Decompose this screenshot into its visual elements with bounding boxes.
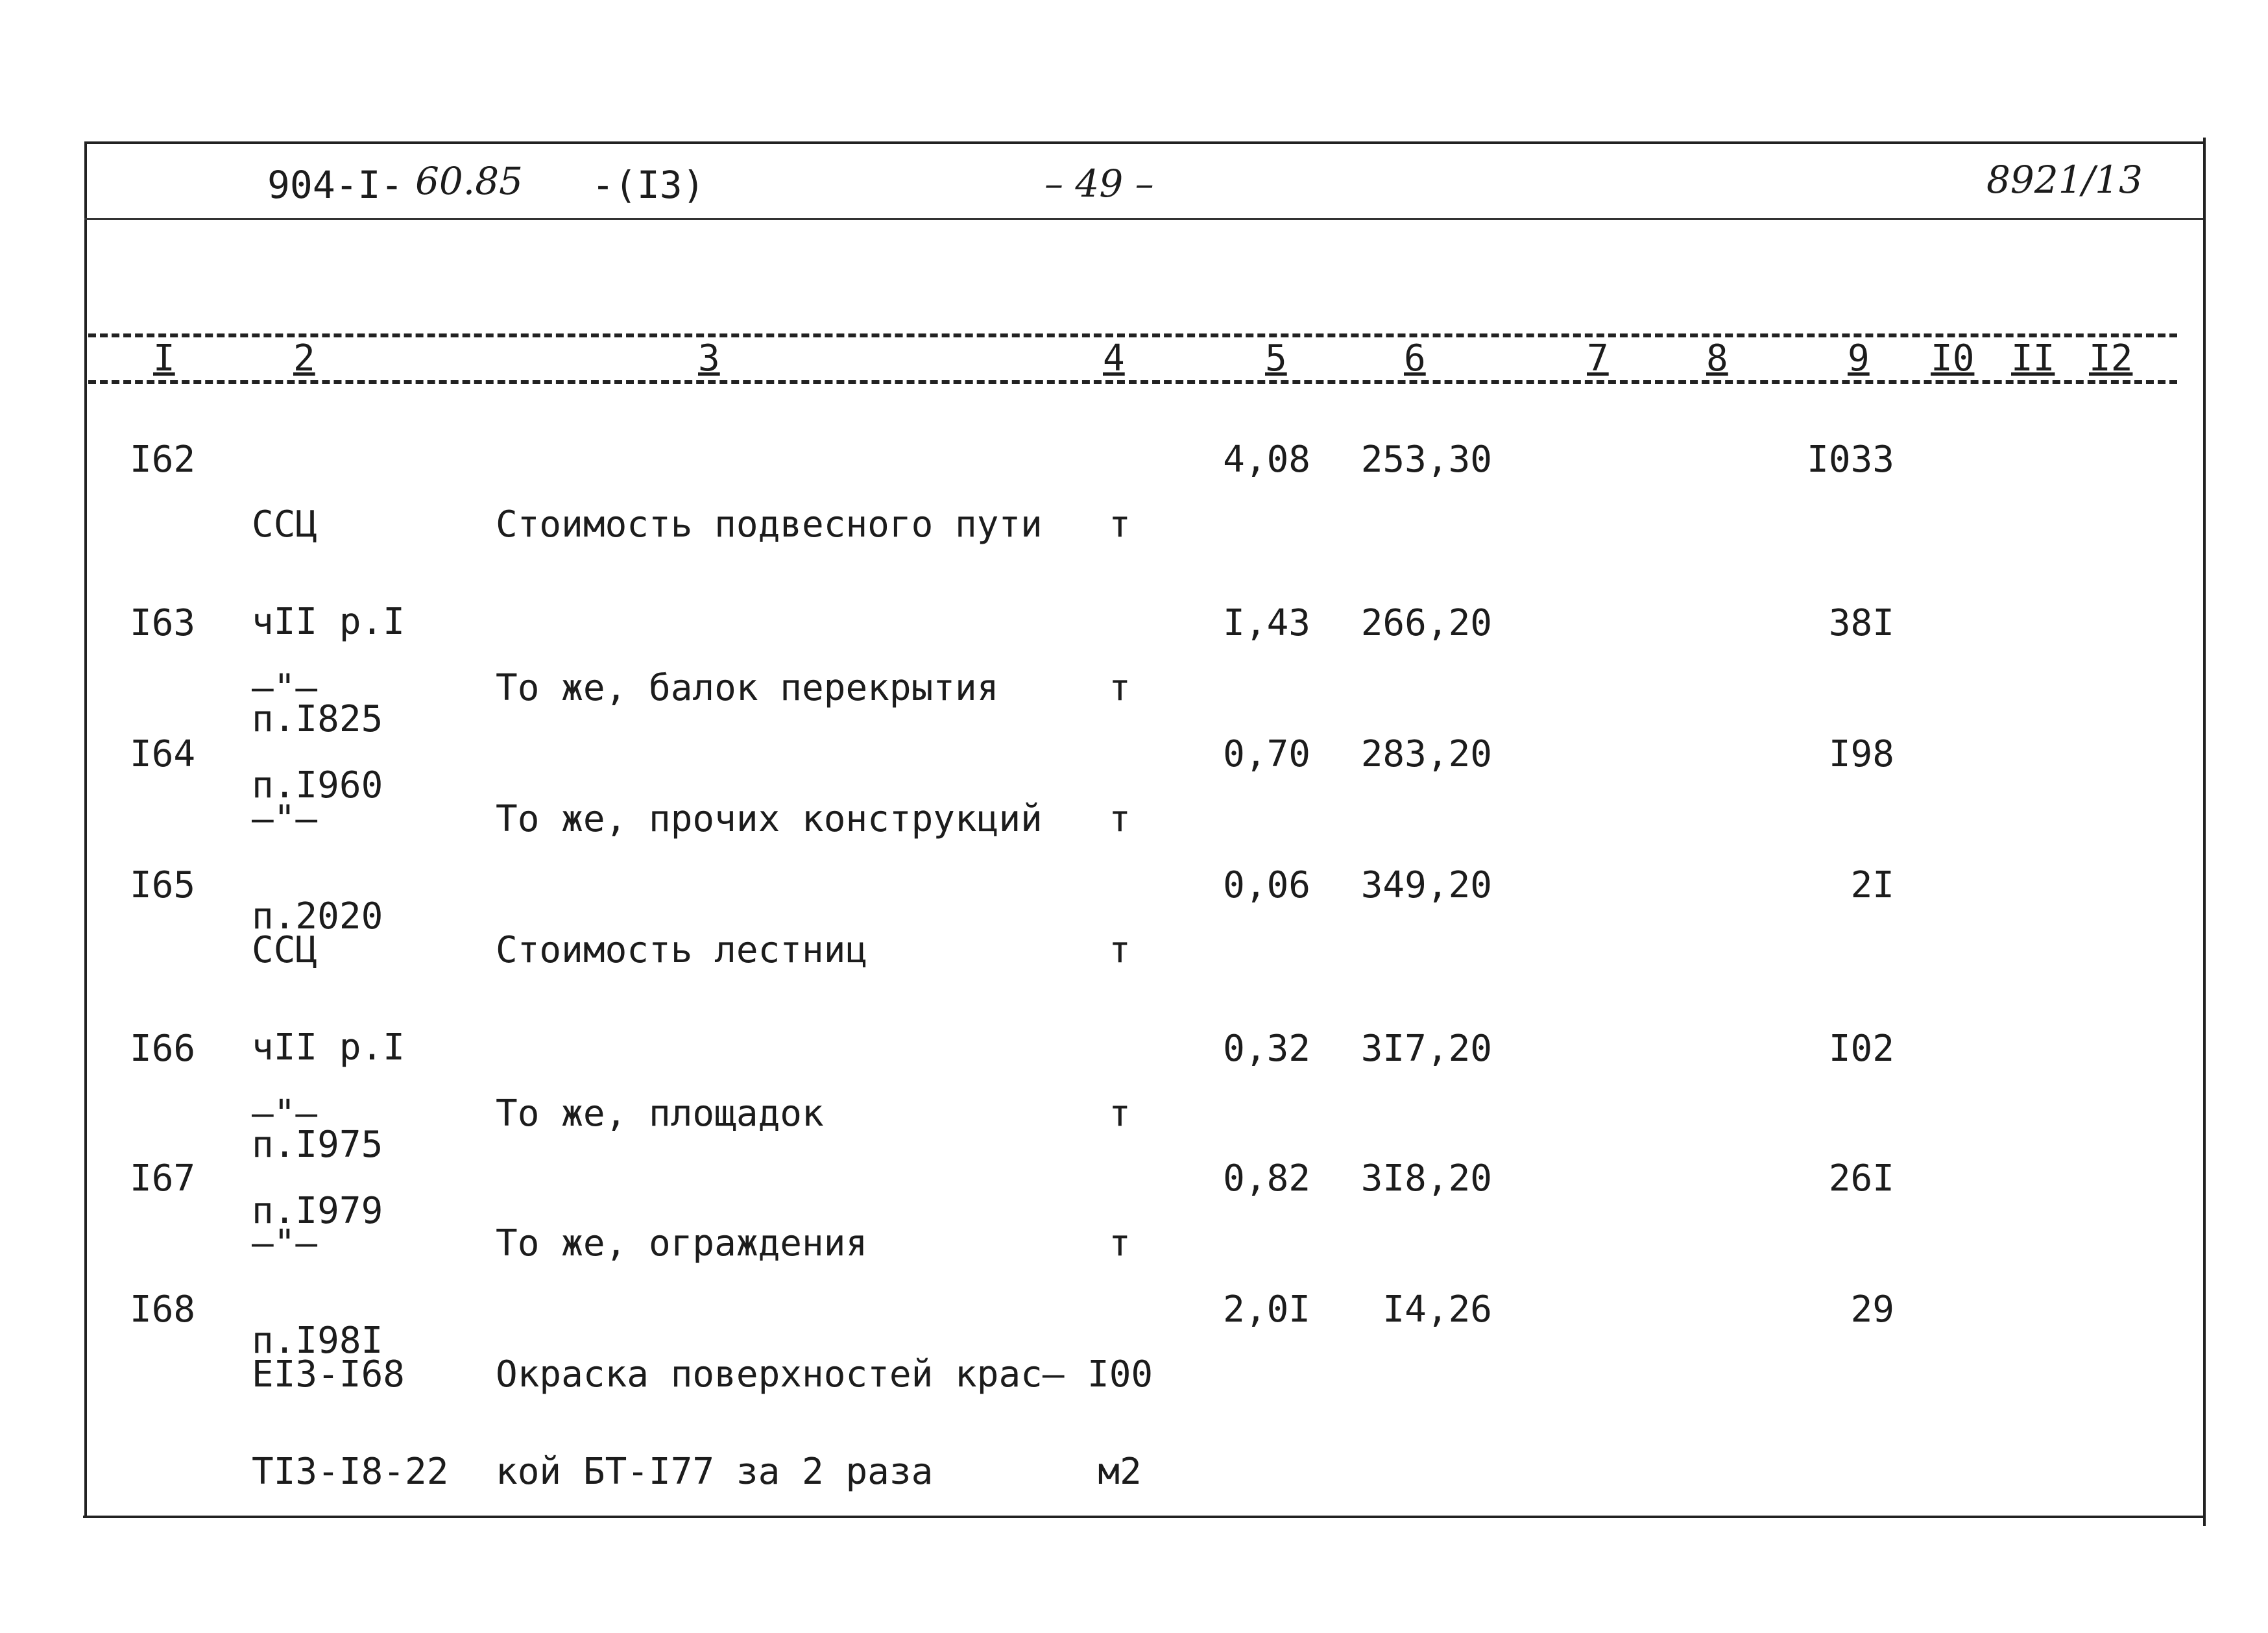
unit-price: I4,26 bbox=[1382, 1288, 1492, 1331]
unit: т bbox=[1109, 667, 1131, 709]
unit-price: 3I7,20 bbox=[1360, 1028, 1492, 1070]
unit: т bbox=[1109, 1222, 1131, 1264]
work-description: То же, площадок bbox=[496, 1093, 824, 1135]
row-number: I62 bbox=[130, 439, 196, 481]
work-description: То же, балок перекрытия bbox=[496, 667, 999, 709]
quantity: 4,08 bbox=[1223, 439, 1310, 481]
row-number: I68 bbox=[130, 1288, 196, 1331]
unit: т bbox=[1109, 929, 1131, 971]
price-reference: ССЦ чII р.I п.I975 bbox=[252, 929, 405, 1166]
unit: т bbox=[1109, 1093, 1131, 1135]
quantity: I,43 bbox=[1223, 602, 1310, 644]
quantity: 0,70 bbox=[1223, 733, 1310, 775]
column-number-12: I2 bbox=[2089, 337, 2133, 380]
row-number: I66 bbox=[130, 1028, 196, 1070]
total-cost: 38I bbox=[1828, 602, 1894, 644]
column-number-7: 7 bbox=[1587, 337, 1609, 380]
total-cost: I033 bbox=[1807, 439, 1894, 481]
quantity: 0,32 bbox=[1223, 1028, 1310, 1070]
column-number-11: II bbox=[2011, 337, 2055, 380]
unit-price: 349,20 bbox=[1360, 864, 1492, 906]
column-number-8: 8 bbox=[1706, 337, 1728, 380]
quantity: 0,06 bbox=[1223, 864, 1310, 906]
total-cost: I02 bbox=[1828, 1028, 1894, 1070]
total-cost: 2I bbox=[1850, 864, 1894, 906]
price-reference: –"– п.I960 bbox=[252, 667, 383, 806]
unit: I00 м2 bbox=[1087, 1353, 1153, 1493]
page-number: – 49 – bbox=[1044, 162, 1154, 206]
work-description: То же, прочих конструкций bbox=[496, 798, 1043, 840]
column-number-6: 6 bbox=[1404, 337, 1426, 380]
work-description: Стоимость лестниц bbox=[496, 929, 868, 971]
column-header-bottom-dashes bbox=[88, 380, 2177, 384]
document-code-handwritten: 60.85 bbox=[415, 159, 524, 203]
total-cost: 26I bbox=[1828, 1157, 1894, 1200]
work-description: Окраска поверхностей крас– кой БТ-I77 за 2 раза bbox=[496, 1353, 1065, 1493]
row-number: I65 bbox=[130, 864, 196, 906]
column-number-3: 3 bbox=[698, 337, 720, 380]
unit-price: 283,20 bbox=[1360, 733, 1492, 775]
column-number-2: 2 bbox=[293, 337, 315, 380]
document-part: -(I3) bbox=[592, 163, 705, 207]
price-reference: EI3-I68 TI3-I8-22 bbox=[252, 1353, 449, 1493]
quantity: 0,82 bbox=[1223, 1157, 1310, 1200]
unit-price: 266,20 bbox=[1360, 602, 1492, 644]
row-number: I63 bbox=[130, 602, 196, 644]
price-reference: –"– п.I979 bbox=[252, 1093, 383, 1232]
total-cost: 29 bbox=[1850, 1288, 1894, 1331]
price-reference: –"– п.2020 bbox=[252, 798, 383, 937]
frame-left-line bbox=[84, 141, 87, 1517]
total-cost: I98 bbox=[1828, 733, 1894, 775]
column-number-9: 9 bbox=[1848, 337, 1870, 380]
work-description: То же, ограждения bbox=[496, 1222, 868, 1264]
unit-price: 3I8,20 bbox=[1360, 1157, 1492, 1200]
header-rule bbox=[84, 218, 2203, 220]
column-number-1: I bbox=[153, 337, 175, 380]
column-number-10: I0 bbox=[1931, 337, 1975, 380]
quantity: 2,0I bbox=[1223, 1288, 1310, 1331]
inventory-number: 8921/13 bbox=[1986, 158, 2143, 202]
column-number-5: 5 bbox=[1265, 337, 1287, 380]
document-code: 904-I- bbox=[267, 163, 404, 207]
unit-price: 253,30 bbox=[1360, 439, 1492, 481]
unit: т bbox=[1109, 503, 1131, 546]
frame-top-line bbox=[84, 141, 2206, 144]
row-number: I67 bbox=[130, 1157, 196, 1200]
work-description: Стоимость подвесного пути bbox=[496, 503, 1043, 546]
frame-right-line bbox=[2203, 138, 2206, 1526]
column-number-4: 4 bbox=[1103, 337, 1125, 380]
price-reference: ССЦ чII р.I п.I825 bbox=[252, 503, 405, 740]
unit: т bbox=[1109, 798, 1131, 840]
price-reference: –"– п.I98I bbox=[252, 1222, 383, 1362]
row-number: I64 bbox=[130, 733, 196, 775]
